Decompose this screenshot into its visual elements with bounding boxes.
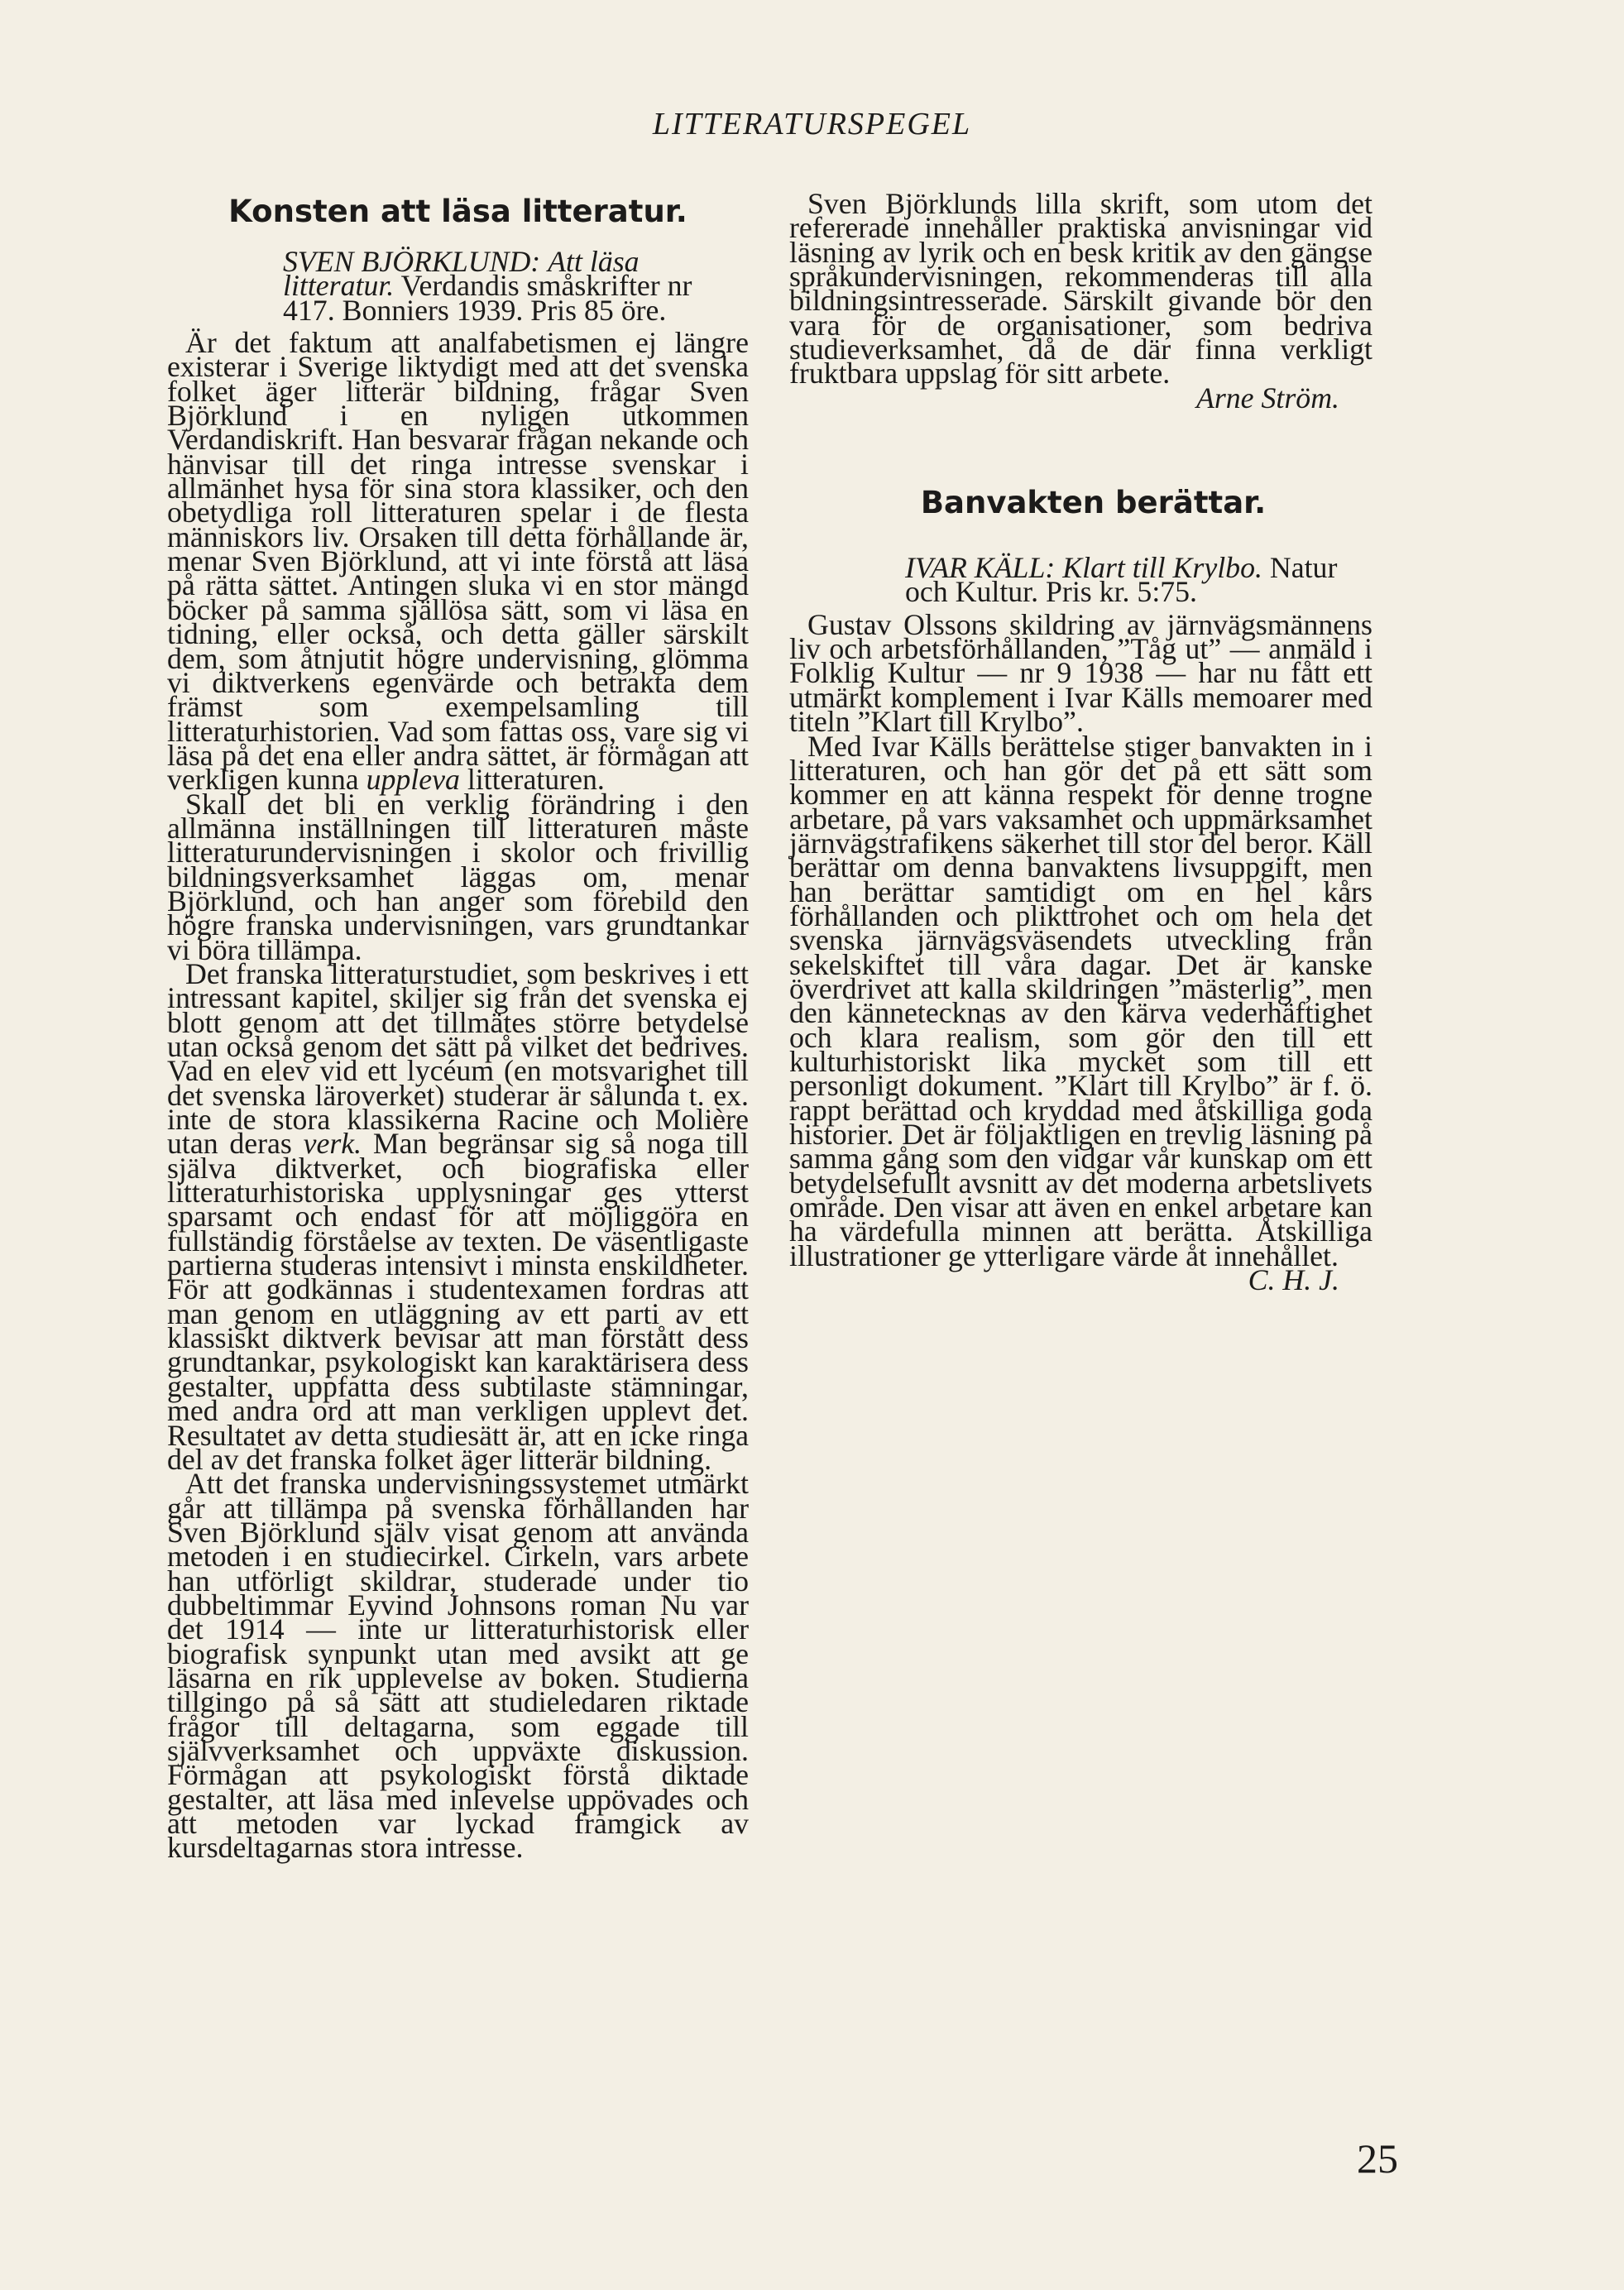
review1-signature: Arne Ström. [1195,381,1339,414]
review1-paragraph-continued: Att det franska undervisningssystemet utmärkt går att tillämpa på svenska förhållanden har Sven Björklund själv visat genom att använda metoden i en studiecirkel. Cirkeln, vars arbete han utförligt skildrar, studerade under tio dubbeltimmar Eyvind Johnsons roman Nu var det 1914 — inte ur litteraturhistorisk eller biografisk synpunkt utan med avsikt att ge läsarna en rik upplevelse av boken. Studierna tillgingo på så sätt att studieledaren riktade frågor till deltagarna, som eggade till självverksamhet och uppväxte diskussion. Förmågan att psykologiskt förstå diktade gestalter, att läsa med inlevelse uppövades och att metoden var lyckad framgick av kursdeltagarnas stora intresse. [167,1467,749,1865]
left-column [167,192,749,1865]
review1-citation [167,245,749,327]
review1-citation-author: SVEN BJÖRKLUND: [283,245,541,278]
review1-title: Konsten att läsa litteratur. [228,194,687,229]
page-number: 25 [1357,2135,1398,2182]
review1-paragraph: Det franska litteraturstudiet, som beskrives i ett intressant kapitel, skiljer sig från det svenska ej blott genom att det tillmätes större betydelse utan också genom det sätt på vilket det bedrives. Vad en elev vid ett lycéum (en motsvarighet till det svenska läroverket) studerar är sålunda t. ex. inte de stora klassikerna Racine och Molière utan deras verk. Man begränsar sig så noga till själva diktverket, och biografiska eller litteraturhistoriska upplysningar ges ytterst sparsamt och endast för att möjliggöra en fullständig förståelse av texten. De väsentligaste partierna studeras intensivt i minsta enskildheter. För att godkännas i studentexamen fordras att man genom en utläggning av ett parti av ett klassiskt diktverk bevisar att man förstått dess grundtankar, psykologiskt kan karaktärisera dess gestalter, uppfatta dess subtilaste stämningar, med andra ord att man verkligen upplevt det. Resultatet av detta studiesätt är, att en icke ringa del av det franska folket äger litterär bildning. [167,956,749,1476]
review1-paragraph: Sven Björklunds lilla skrift, som utom det refererade innehåller praktiska anvisningar vid läsning av lyrik och en besk kritik av den gängse språkundervisningen, rekommenderas till alla bildningsintresserade. Särskilt givande bör den vara för de organisationer, som bedriva studieverksamhet, då de där finna verkligt fruktbara uppslag för sitt arbete. [789,187,1372,390]
review1-paragraph: Skall det bli en verklig förändring i den allmänna inställningen till litteraturen måste litteraturundervisningen i skolor och frivillig bildningsverksamhet läggas om, menar Björklund, och han anger som förebild den högre franska undervisningen, vars grundtankar vi böra tillämpa. [167,787,749,966]
review1-paragraph: Är det faktum att analfabetismen ej längre existerar i Sverige liktydigt med att det svenska folket äger litterär bildning, frågar Sven Björklund i en nyligen utkommen Verdandiskrift. Han besvarar frågan nekande och hänvisar till det ringa intresse svenskar i allmänhet hysa för sina stora klassiker, och den obetydliga roll litteraturen spelar i de flesta människors liv. Orsaken till detta förhållande är, menar Sven Björklund, att vi inte förstå att läsa på rätta sättet. Antingen sluka vi en stor mängd böcker på samma själlösa sätt, som vi läsa en tidning, eller också, och detta gäller särskilt dem, som åtnjutit högre undervisning, glömma vi diktverkens egenvärde och betrakta dem främst som exempelsamling till litteraturhistorien. Vad som fattas oss, vare sig vi läsa på det ena eller andra sättet, är förmågan att verkligen kunna uppleva litteraturen. [167,326,749,797]
review2-paragraph: Gustav Olssons skildring av järnvägsmännens liv och arbetsförhållanden, ”Tåg ut” — anmäld i Folklig Kultur — nr 9 1938 — har nu fått ett utmärkt komplement i Ivar Källs memoarer med titeln ”Klart till Krylbo”. [789,607,1372,739]
review1-emphasis-uppleva: uppleva [366,763,460,797]
running-title: LITTERATURSPEGEL [652,107,972,141]
review1-citation-details: Verdandis småskrifter nr 417. Bonniers 1939. Pris 85 öre. [283,269,692,327]
right-column [789,187,1372,1297]
review1-emphasis-verk: verk. [303,1127,362,1161]
review2-signature: C. H. J. [1248,1263,1339,1297]
review2-citation-book: Klart till Krylbo. [1062,551,1262,585]
review2-title: Banvakten berättar. [920,485,1267,521]
review2-citation-author: IVAR KÄLL: [905,551,1056,585]
review2-citation-details: Natur och Kultur. Pris kr. 5:75. [905,551,1338,609]
review1-citation-book: Att läsa litteratur. [283,245,640,303]
review2-paragraph: Med Ivar Källs berättelse stiger banvakten in i litteraturen, och han gör det på ett sätt som kommer en att känna respekt för denne trogne arbetare, på vars vaksamhet och uppmärksamhet järnvägstrafikens säkerhet till stor del beror. Käll berättar om denna banvaktens livsuppgift, men han berättar samtidigt om en hel kårs förhållanden och plikttrohet och om hela det svenska järnvägsväsendets utveckling från sekelskiftet till våra dagar. Det är kanske överdrivet att kalla skildringen ”mästerlig”, men den kännetecknas av den kärva vederhäftighet och klara realism, som gör den till ett kulturhistoriskt lika mycket som till ett personligt dokument. ”Klart till Krylbo” är f. ö. rappt berättad och kryddad med åtskilliga goda historier. Det är följaktligen en trevlig läsning på samma gång som den vidgar vår kunskap om ett betydelsefullt avsnitt av det moderna arbetslivets område. Den visar att även en enkel arbetare kan ha värdefulla minnen att berätta. Åtskilliga illustrationer ge ytterligare värde åt innehållet. [789,729,1372,1272]
review2-citation [789,551,1372,609]
